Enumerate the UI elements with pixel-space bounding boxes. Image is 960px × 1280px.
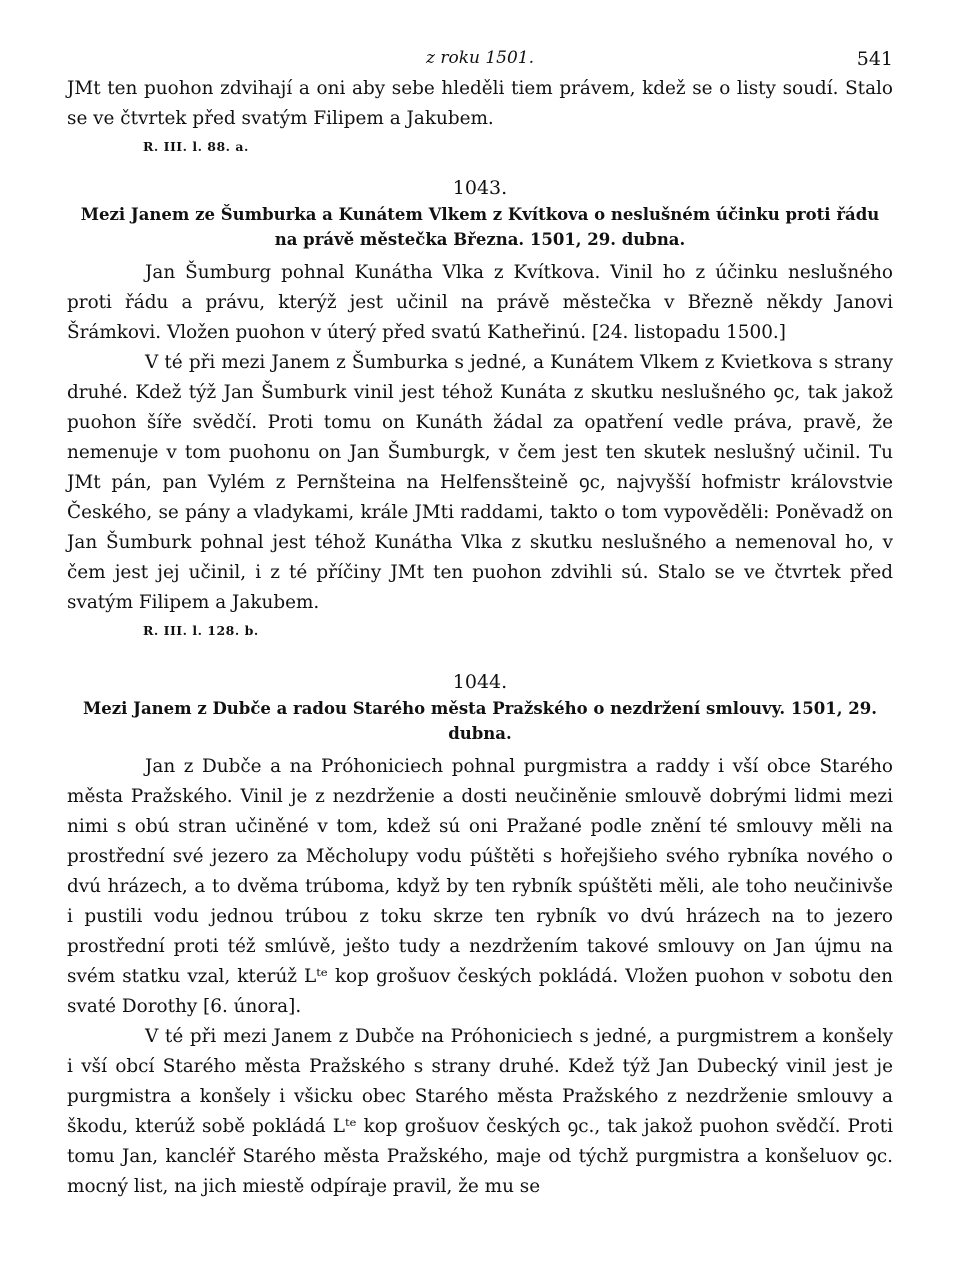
entry-summary: Mezi Janem ze Šumburka a Kunátem Vlkem z Kvítkova o neslušném účinku proti řádu na právě městečka Března. 1501, 29. dubna. bbox=[80, 205, 880, 249]
running-title: z roku 1501. bbox=[425, 48, 535, 68]
page-number: 541 bbox=[856, 48, 893, 70]
entry-summary: Mezi Janem z Dubče a radou Starého města Pražského o nezdržení smlouvy. 1501, 29. dubna. bbox=[83, 699, 877, 743]
document-page bbox=[67, 44, 893, 1202]
archive-reference: R. III. l. 128. b. bbox=[143, 623, 259, 638]
opening-paragraph: JMt ten puohon zdvihají a oni aby sebe hleděli tiem právem, kdež se o listy soudí. Stalo se ve čtvrtek před svatým Filipem a Jakubem. bbox=[67, 78, 893, 129]
entry-number: 1043. bbox=[452, 177, 508, 199]
entry-paragraph: Jan z Dubče a na Próhoniciech pohnal purgmistra a raddy i vší obce Starého města Pražského. Vinil je z nezdrženie a dosti neučiněnie smlouvě dobrými lidmi mezi nimi s obú stran učiněné v tom, kdež sú oni Pražané podle znění té smlouvy měli na prostřední své jezero za Měcholupy vodu púštěti s hořejšieho svého rybníka nového o dvú hrázech, a to dvěma trúboma, když by ten rybník spúštěti měli, ale toho neučinivše i pustili vodu jednou trúbou z toku skrze ten rybník vo dvú hrázech na to jezero prostřední proti též smlúvě, ješto tudy a nezdržením takové smlouvy on Jan újmu na svém statku vzal, kterúž Lᵗᵉ kop grošuov českých pokládá. Vložen puohon v sobotu den svaté Dorothy [6. února]. bbox=[67, 756, 893, 1017]
archive-reference: R. III. l. 88. a. bbox=[143, 139, 249, 154]
page-header bbox=[67, 44, 893, 74]
page-body bbox=[67, 74, 893, 1202]
entry-paragraph: V té při mezi Janem z Šumburka s jedné, a Kunátem Vlkem z Kvietkova s strany druhé. Kdež týž Jan Šumburk vinil jest téhož Kunáta z skutku neslušného ꝯc, tak jakož puohon šíře svědčí. Proti tomu on Kunáth žádal za opatření vedle práva, pravě, že nemenuje v tom puohonu on Jan Šumburgk, v čem jest ten skutek neslušný učinil. Tu JMt pán, pan Vylém z Pernšteina na Helfensšteině ꝯc, najvyšší hofmistr královstvie Českého, se pány a vladykami, krále JMti raddami, takto o tom vypověděli: Poněvadž on Jan Šumburk pohnal jest téhož Kunátha Vlka z skutku neslušného a nemenoval ho, v čem jest jej učinil, i z té příčiny JMt ten puohon zdvihli sú. Stalo se ve čtvrtek před svatým Filipem a Jakubem. bbox=[67, 352, 893, 613]
entry-number: 1044. bbox=[452, 671, 508, 693]
entry-paragraph: Jan Šumburg pohnal Kunátha Vlka z Kvítkova. Vinil ho z účinku neslušného proti řádu a právu, kterýž jest učinil na právě městečka v Březně někdy Janovi Šrámkovi. Vložen puohon v úterý před svatú Katheřinú. [24. listopadu 1500.] bbox=[67, 262, 893, 343]
entry-paragraph: V té při mezi Janem z Dubče na Próhoniciech s jedné, a purgmistrem a konšely i vší obcí Starého města Pražského s strany druhé. Kdež týž Jan Dubecký vinil jest je purgmistra a konšely i všicku obec Starého města Pražského z nezdrženie smlouvy a škodu, kterúž sobě pokládá Lᵗᵉ kop grošuov českých ꝯc., tak jakož puohon svědčí. Proti tomu Jan, kancléř Starého města Pražského, maje od týchž purgmistra a konšeluov ꝯc. mocný list, na jich miestě odpíraje pravil, že mu se bbox=[67, 1026, 893, 1197]
